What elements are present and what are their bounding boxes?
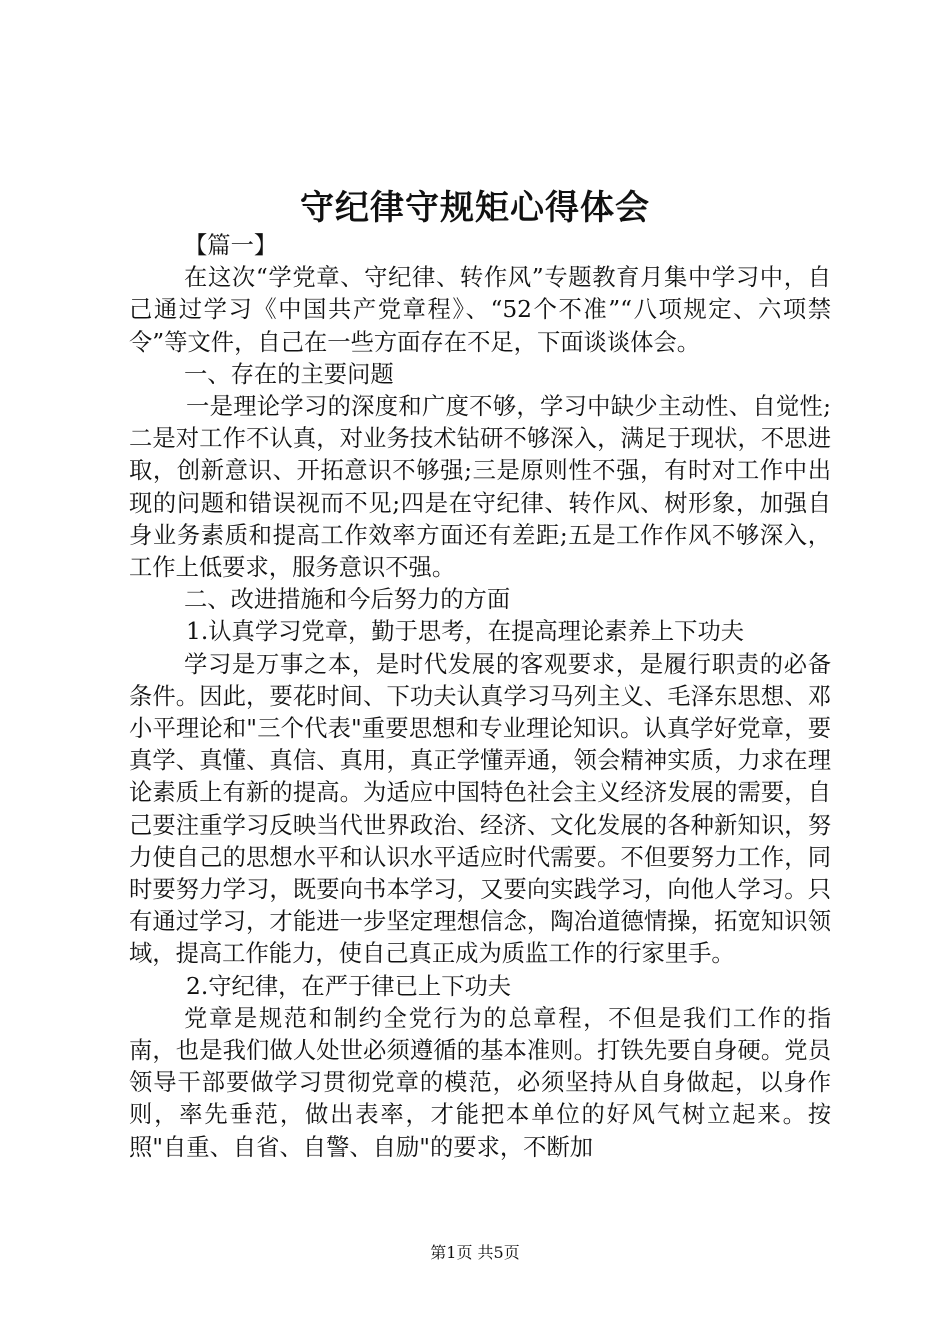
section-label: 【篇一】 (184, 232, 278, 259)
subheading-study: 1.认真学习党章，勤于思考，在提高理论素养上下功夫 (186, 618, 745, 646)
discipline-paragraph: 党章是规范和制约全党行为的总章程，不但是我们工作的指南，也是我们做人处世必须遵循的基本准则。打铁先要自身硬。党员领导干部要做学习贯彻党章的模范，必须坚持从自身做起，以身作则，率先垂范，做出表率，才能把本单位的好风气树立起来。按照"自重、自省、自警、自励"的要求，不断加 (129, 1004, 831, 1161)
intro-paragraph: 在这次“学党章、守纪律、转作风”专题教育月集中学习中，自己通过学习《中国共产党章程》、“52个不准”“八项规定、六项禁令”等文件，自己在一些方面存在不足，下面谈谈体会。 (129, 264, 831, 356)
page-footer: 第1页 共5页 (430, 1243, 520, 1262)
heading-problems: 一、存在的主要问题 (184, 360, 394, 388)
document-body (129, 230, 831, 1164)
study-paragraph: 学习是万事之本，是时代发展的客观要求，是履行职责的必备条件。因此，要花时间、下功夫认真学习马列主义、毛泽东思想、邓小平理论和"三个代表"重要思想和专业理论知识。认真学好党章，要真学、真懂、真信、真用，真正学懂弄通，领会精神实质，力求在理论素质上有新的提高。为适应中国特色社会主义经济发展的需要，自己要注重学习反映当代世界政治、经济、文化发展的各种新知识，努力使自己的思想水平和认识水平适应时代需要。不但要努力工作，同时要努力学习，既要向书本学习，又要向实践学习，向他人学习。只有通过学习，才能进一步坚定理想信念，陶冶道德情操，拓宽知识领域，提高工作能力，使自己真正成为质监工作的行家里手。 (129, 650, 831, 968)
problems-paragraph: 一是理论学习的深度和广度不够，学习中缺少主动性、自觉性;二是对工作不认真，对业务技术钻研不够深入，满足于现状，不思进取，创新意识、开拓意识不够强;三是原则性不强，有时对工作中出现的问题和错误视而不见;四是在守纪律、转作风、树形象，加强自身业务素质和提高工作效率方面还有差距;五是工作作风不够深入，工作上低要求，服务意识不强。 (129, 393, 831, 582)
heading-measures: 二、改进措施和今后努力的方面 (184, 586, 511, 614)
document-title: 守纪律守规矩心得体会 (300, 188, 650, 228)
subheading-discipline: 2.守纪律，在严于律已上下功夫 (186, 972, 512, 1000)
